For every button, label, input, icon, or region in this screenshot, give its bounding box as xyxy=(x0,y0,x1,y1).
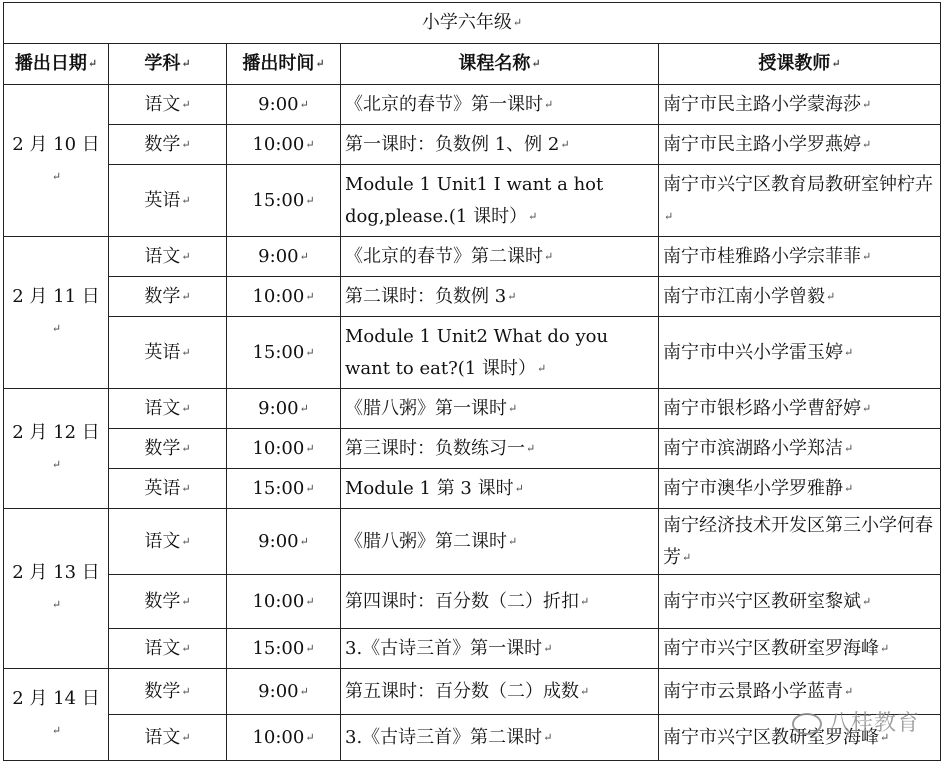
teacher-cell: 南宁市银杉路小学曹舒婷 ↵ xyxy=(659,389,941,429)
teacher-cell: 南宁市云景路小学蓝青 ↵ xyxy=(659,669,941,715)
teacher-cell: 南宁市中兴小学雷玉婷 ↵ xyxy=(659,317,941,389)
subject-cell: 数学 ↵ xyxy=(109,429,227,469)
date-cell: 2 月 14 日 ↵ xyxy=(4,669,109,761)
watermark-text: 八桂教育 xyxy=(827,711,920,736)
course-cell: 《北京的春节》第一课时 ↵ xyxy=(341,85,659,125)
time-cell: 9:00 ↵ xyxy=(227,509,341,575)
time-cell: 10:00 ↵ xyxy=(227,277,341,317)
date-cell: 2 月 12 日 ↵ xyxy=(4,389,109,509)
course-cell: 第五课时：百分数（二）成数 ↵ xyxy=(341,669,659,715)
course-cell: 第二课时：负数例 3 ↵ xyxy=(341,277,659,317)
subject-cell: 英语 ↵ xyxy=(109,165,227,237)
subject-cell: 语文 ↵ xyxy=(109,715,227,761)
table-row xyxy=(4,85,941,125)
teacher-cell: 南宁市民主路小学罗燕婷 ↵ xyxy=(659,125,941,165)
teacher-cell: 南宁市兴宁区教研室黎斌 ↵ xyxy=(659,575,941,629)
table-row xyxy=(4,317,941,389)
header-date: 播出日期 ↵ xyxy=(4,44,109,85)
subject-cell: 英语 ↵ xyxy=(109,317,227,389)
table-row xyxy=(4,125,941,165)
time-cell: 10:00 ↵ xyxy=(227,715,341,761)
subject-cell: 数学 ↵ xyxy=(109,669,227,715)
course-cell: 第三课时：负数练习一 ↵ xyxy=(341,429,659,469)
time-cell: 15:00 ↵ xyxy=(227,629,341,669)
time-cell: 10:00 ↵ xyxy=(227,429,341,469)
time-cell: 10:00 ↵ xyxy=(227,125,341,165)
table-title: 小学六年级 ↵ xyxy=(4,3,941,44)
time-cell: 15:00 ↵ xyxy=(227,469,341,509)
time-cell: 9:00 ↵ xyxy=(227,669,341,715)
schedule-body xyxy=(4,85,941,761)
time-cell: 15:00 ↵ xyxy=(227,317,341,389)
course-cell: Module 1 Unit2 What do you want to eat?(1 课时） ↵ xyxy=(341,317,659,389)
course-cell: 《腊八粥》第一课时 ↵ xyxy=(341,389,659,429)
time-cell: 9:00 ↵ xyxy=(227,237,341,277)
watermark xyxy=(792,706,920,737)
subject-cell: 语文 ↵ xyxy=(109,85,227,125)
subject-cell: 英语 ↵ xyxy=(109,469,227,509)
header-course: 课程名称 ↵ xyxy=(341,44,659,85)
subject-cell: 数学 ↵ xyxy=(109,125,227,165)
date-cell: 2 月 10 日 ↵ xyxy=(4,85,109,237)
table-row xyxy=(4,389,941,429)
date-cell: 2 月 13 日 ↵ xyxy=(4,509,109,669)
time-cell: 10:00 ↵ xyxy=(227,575,341,629)
table-row xyxy=(4,237,941,277)
course-cell: 第四课时：百分数（二）折扣 ↵ xyxy=(341,575,659,629)
subject-cell: 数学 ↵ xyxy=(109,575,227,629)
teacher-cell: 南宁市兴宁区教研室罗海峰 ↵ xyxy=(659,715,941,761)
table-row xyxy=(4,165,941,237)
teacher-cell: 南宁市澳华小学罗雅静 ↵ xyxy=(659,469,941,509)
header-teacher: 授课教师 ↵ xyxy=(659,44,941,85)
course-cell: 《北京的春节》第二课时 ↵ xyxy=(341,237,659,277)
teacher-cell: 南宁市兴宁区教育局教研室钟柠卉 ↵ xyxy=(659,165,941,237)
date-cell: 2 月 11 日 ↵ xyxy=(4,237,109,389)
table-row xyxy=(4,575,941,629)
teacher-cell: 南宁市滨湖路小学郑洁 ↵ xyxy=(659,429,941,469)
teacher-cell: 南宁市民主路小学蒙海莎 ↵ xyxy=(659,85,941,125)
course-cell: Module 1 第 3 课时 ↵ xyxy=(341,469,659,509)
subject-cell: 语文 ↵ xyxy=(109,389,227,429)
teacher-cell: 南宁经济技术开发区第三小学何春芳 ↵ xyxy=(659,509,941,575)
header-time: 播出时间 ↵ xyxy=(227,44,341,85)
schedule-table xyxy=(3,2,941,761)
course-cell: 《腊八粥》第二课时 ↵ xyxy=(341,509,659,575)
teacher-cell: 南宁市桂雅路小学宗菲菲 ↵ xyxy=(659,237,941,277)
table-row xyxy=(4,429,941,469)
wechat-icon xyxy=(792,713,822,735)
course-cell: 3.《古诗三首》第二课时 ↵ xyxy=(341,715,659,761)
subject-cell: 语文 ↵ xyxy=(109,237,227,277)
table-row xyxy=(4,277,941,317)
subject-cell: 语文 ↵ xyxy=(109,629,227,669)
course-cell: Module 1 Unit1 I want a hot dog,please.(1 课时） ↵ xyxy=(341,165,659,237)
header-subject: 学科 ↵ xyxy=(109,44,227,85)
time-cell: 9:00 ↵ xyxy=(227,389,341,429)
time-cell: 9:00 ↵ xyxy=(227,85,341,125)
table-row xyxy=(4,469,941,509)
subject-cell: 语文 ↵ xyxy=(109,509,227,575)
teacher-cell: 南宁市江南小学曾毅 ↵ xyxy=(659,277,941,317)
course-cell: 3.《古诗三首》第一课时 ↵ xyxy=(341,629,659,669)
course-cell: 第一课时：负数例 1、例 2 ↵ xyxy=(341,125,659,165)
time-cell: 15:00 ↵ xyxy=(227,165,341,237)
teacher-cell: 南宁市兴宁区教研室罗海峰 ↵ xyxy=(659,629,941,669)
table-row xyxy=(4,629,941,669)
table-row xyxy=(4,509,941,575)
subject-cell: 数学 ↵ xyxy=(109,277,227,317)
